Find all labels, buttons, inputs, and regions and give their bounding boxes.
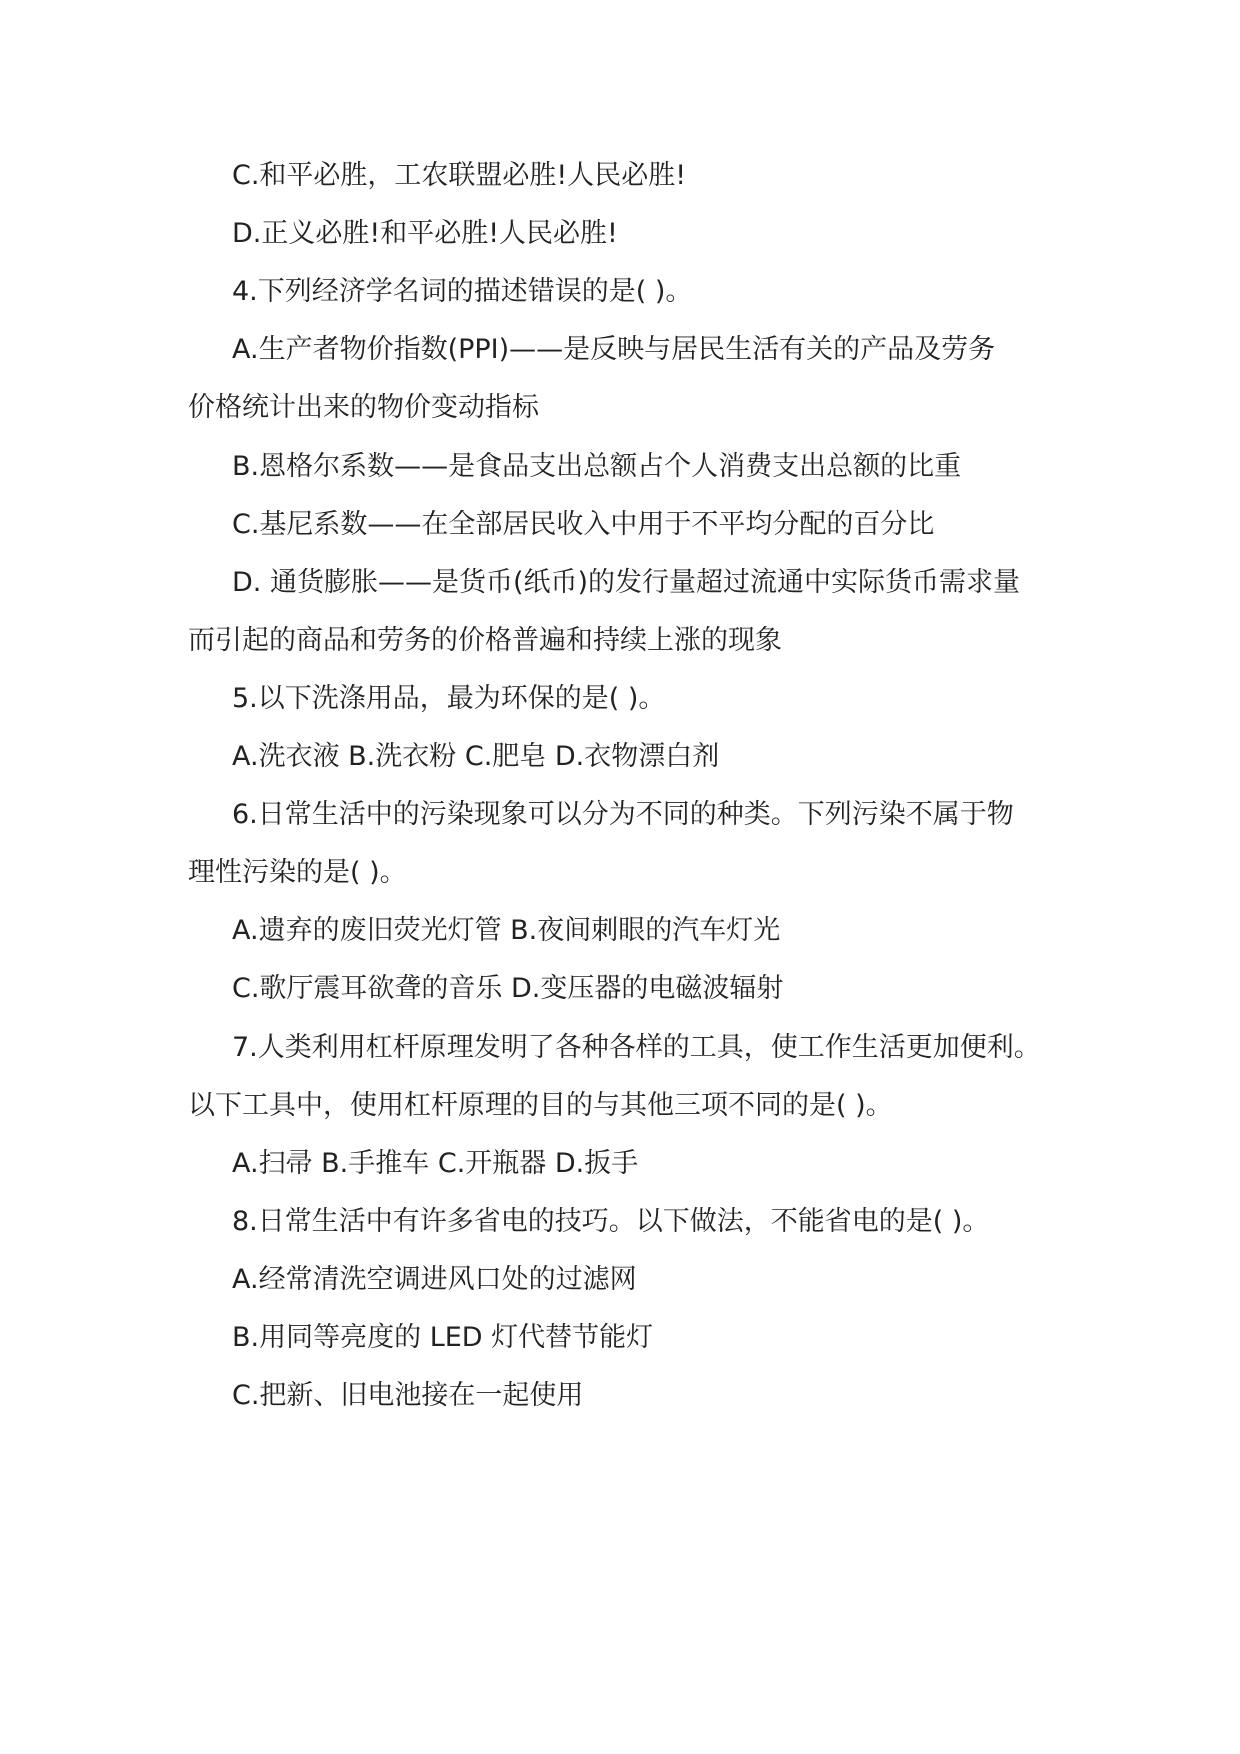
document-line: B.用同等亮度的 LED 灯代替节能灯: [232, 1322, 654, 1353]
document-line: A.遗弃的废旧荧光灯管 B.夜间刺眼的汽车灯光: [232, 915, 781, 946]
document-line: 价格统计出来的物价变动指标: [188, 392, 539, 423]
document-line: 7.人类利用杠杆原理发明了各种各样的工具，使工作生活更加便利。: [232, 1032, 1041, 1063]
document-line: D. 通货膨胀——是货币(纸币)的发行量超过流通中实际货币需求量: [232, 567, 1021, 598]
document-line: 而引起的商品和劳务的价格普遍和持续上涨的现象: [188, 625, 782, 656]
document-line: 6.日常生活中的污染现象可以分为不同的种类。下列污染不属于物: [232, 799, 1014, 830]
document-line: 以下工具中，使用杠杆原理的目的与其他三项不同的是( )。: [188, 1090, 893, 1121]
document-line: 5.以下洗涤用品，最为环保的是( )。: [232, 683, 666, 714]
document-line: 8.日常生活中有许多省电的技巧。以下做法，不能省电的是( )。: [232, 1206, 990, 1237]
document-line: B.恩格尔系数——是食品支出总额占个人消费支出总额的比重: [232, 451, 962, 482]
document-line: A.经常清洗空调进风口处的过滤网: [232, 1264, 637, 1295]
document-line: C.把新、旧电池接在一起使用: [232, 1380, 584, 1411]
document-line: 4.下列经济学名词的描述错误的是( )。: [232, 276, 693, 307]
document-line: A.扫帚 B.手推车 C.开瓶器 D.扳手: [232, 1148, 639, 1179]
document-line: 理性污染的是( )。: [188, 857, 407, 888]
document-line: A.生产者物价指数(PPI)——是反映与居民生活有关的产品及劳务: [232, 334, 996, 365]
document-line: D.正义必胜!和平必胜!人民必胜!: [232, 218, 618, 249]
document-line: C.基尼系数——在全部居民收入中用于不平均分配的百分比: [232, 509, 935, 540]
document-line: A.洗衣液 B.洗衣粉 C.肥皂 D.衣物漂白剂: [232, 741, 720, 772]
document-line: C.歌厅震耳欲聋的音乐 D.变压器的电磁波辐射: [232, 973, 784, 1004]
document-line: C.和平必胜，工农联盟必胜!人民必胜!: [232, 160, 687, 191]
